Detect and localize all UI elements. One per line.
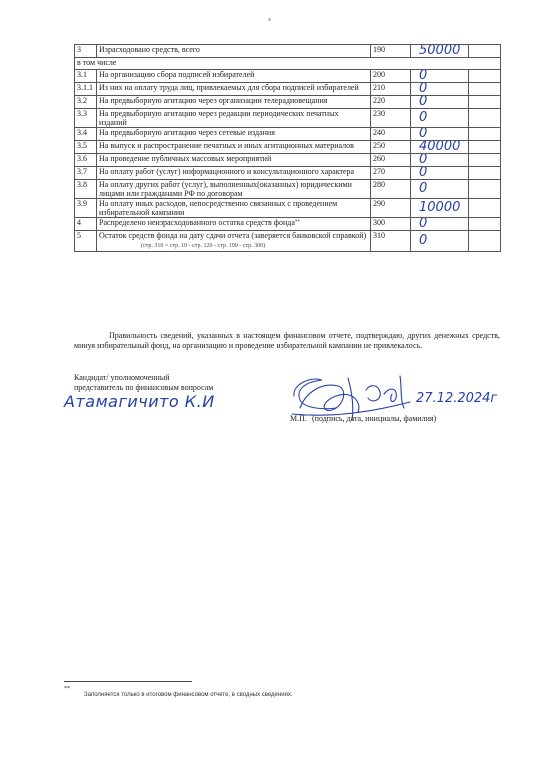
row-code: 5 (75, 231, 97, 252)
footnote-mark: ** (64, 686, 70, 692)
row-empty-cell (469, 83, 501, 96)
row-name (97, 199, 371, 218)
row-name-text: Распределено неизрасходованного остатка средств фонда (99, 218, 295, 227)
row-name (97, 154, 371, 167)
table-row (75, 96, 501, 109)
row-line-code: 230 (371, 109, 411, 128)
row-name (97, 141, 371, 154)
row-line-code: 190 (371, 45, 411, 58)
row-line-code: 280 (371, 180, 411, 199)
stamp-label: М.П. (290, 414, 307, 423)
row-name-text: Остаток средств фонда на дату сдачи отчета (заверяется банковской справкой) (99, 231, 367, 240)
handwritten-name: Атамагичито К.И (64, 392, 215, 411)
signature-caption: (подпись, дата, инициалы, фамилия) (312, 414, 437, 423)
row-code: 3.9 (75, 199, 97, 218)
section-label: в том числе (75, 58, 501, 70)
row-name (97, 128, 371, 141)
row-empty-cell (469, 109, 501, 128)
row-amount: 50000 (411, 45, 469, 58)
table-row (75, 128, 501, 141)
row-amount: 0 (411, 218, 469, 231)
row-amount: 0 (411, 83, 469, 96)
row-line-code: 260 (371, 154, 411, 167)
row-name (97, 83, 371, 96)
row-code: 3.5 (75, 141, 97, 154)
row-empty-cell (469, 180, 501, 199)
row-amount: 0 (411, 109, 469, 128)
row-formula-note: (стр. 310 = стр. 10 - стр. 120 - стр. 190 - стр. 300) (141, 243, 266, 249)
finance-report-table (74, 44, 501, 252)
row-code: 3.4 (75, 128, 97, 141)
row-code: 3.1.1 (75, 83, 97, 96)
table-row (75, 231, 501, 252)
row-amount: 10000 (411, 199, 469, 218)
signatory-title (74, 373, 274, 393)
table-body (75, 45, 501, 252)
row-name-text: На оплату работ (услуг) информационного и консультационного характера (99, 167, 355, 176)
row-code: 3.2 (75, 96, 97, 109)
row-name (97, 45, 371, 58)
row-code: 3 (75, 45, 97, 58)
row-name-text: На организацию сбора подписей избирателей (99, 70, 255, 79)
row-name (97, 180, 371, 199)
row-empty-cell (469, 218, 501, 231)
table-row (75, 58, 501, 70)
row-name (97, 231, 371, 252)
row-line-code: 290 (371, 199, 411, 218)
row-line-code: 210 (371, 83, 411, 96)
row-name-text: На выпуск и распространение печатных и иных агитационных материалов (99, 141, 354, 150)
handwritten-date: 27.12.2024г (416, 391, 498, 406)
row-name (97, 167, 371, 180)
signatory-line-1: Кандидат/ уполномоченный (74, 373, 170, 382)
row-line-code: 240 (371, 128, 411, 141)
row-empty-cell (469, 141, 501, 154)
row-code: 3.8 (75, 180, 97, 199)
row-line-code: 300 (371, 218, 411, 231)
row-line-code: 200 (371, 70, 411, 83)
table-row (75, 70, 501, 83)
row-code: 4 (75, 218, 97, 231)
table-row (75, 167, 501, 180)
row-code: 3.7 (75, 167, 97, 180)
row-code: 3.3 (75, 109, 97, 128)
row-name-text: На предвыборную агитацию через организации телерадиовещания (99, 96, 328, 105)
row-name (97, 218, 371, 231)
table-row (75, 141, 501, 154)
signatory-line-2: представитель по финансовым вопросам (74, 383, 214, 392)
row-name (97, 70, 371, 83)
row-name-text: На предвыборную агитацию через сетевые издания (99, 128, 275, 137)
table-row (75, 218, 501, 231)
row-name-text: На проведение публичных массовых мероприятий (99, 154, 272, 163)
row-empty-cell (469, 96, 501, 109)
row-line-code: 310 (371, 231, 411, 252)
row-amount: 0 (411, 154, 469, 167)
row-code: 3.6 (75, 154, 97, 167)
confirmation-text: Правильность сведений, указанных в настоящем финансовом отчете, подтверждаю, других денежных средств, минуя избирательный фонд, на организацию и проведение избирательной кампании не привлекалось. (74, 331, 500, 350)
row-empty-cell (469, 231, 501, 252)
footnote-text: Заполняется только в итоговом финансовом отчете, в сводных сведениях. (84, 692, 293, 698)
row-amount: 40000 (411, 141, 469, 154)
row-name-text: Израсходовано средств, всего (99, 45, 200, 54)
table-row (75, 45, 501, 58)
footnote-reference: ** (294, 220, 300, 225)
row-line-code: 220 (371, 96, 411, 109)
row-name (97, 109, 371, 128)
row-amount: 0 (411, 96, 469, 109)
row-amount: 0 (411, 167, 469, 180)
footnote-divider (64, 681, 192, 682)
row-amount: 0 (411, 70, 469, 83)
table-row (75, 199, 501, 218)
row-empty-cell (469, 70, 501, 83)
row-empty-cell (469, 45, 501, 58)
row-empty-cell (469, 199, 501, 218)
scan-dot (268, 18, 271, 21)
row-line-code: 250 (371, 141, 411, 154)
row-amount: 0 (411, 180, 469, 199)
row-empty-cell (469, 167, 501, 180)
table-row (75, 109, 501, 128)
table-row (75, 154, 501, 167)
row-amount: 0 (411, 231, 469, 252)
row-line-code: 270 (371, 167, 411, 180)
row-name (97, 96, 371, 109)
table-row (75, 83, 501, 96)
row-amount: 0 (411, 128, 469, 141)
row-empty-cell (469, 154, 501, 167)
row-name-text: Из них на оплату труда лиц, привлекаемых для сбора подписей избирателей (99, 83, 359, 92)
row-name-text: На оплату иных расходов, непосредственно связанных с проведением избирательной кампании (99, 199, 338, 217)
row-name-text: На предвыборную агитацию через редакции периодических печатных изданий (99, 109, 339, 127)
row-name-text: На оплату других работ (услуг), выполненных(оказанных) юридическими лицами или гражданами РФ по договорам (99, 180, 352, 198)
row-code: 3.1 (75, 70, 97, 83)
row-empty-cell (469, 128, 501, 141)
table-row (75, 180, 501, 199)
